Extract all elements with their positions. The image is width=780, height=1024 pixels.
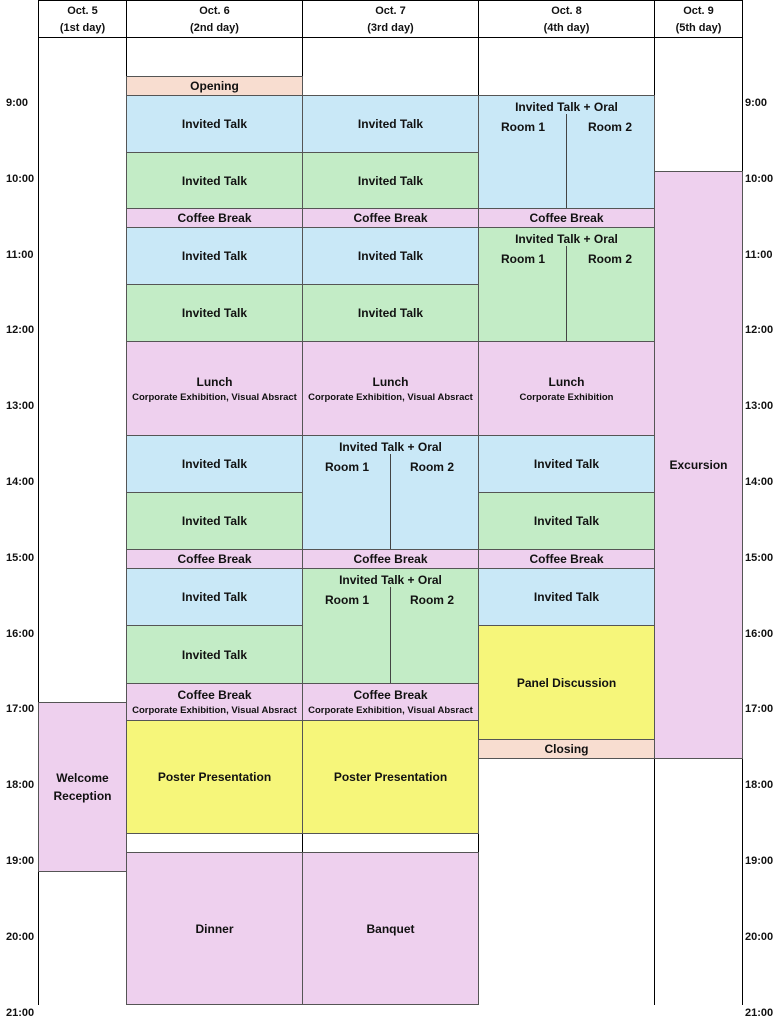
session-title: Invited Talk — [181, 249, 248, 263]
session-invited-talk-oral — [478, 227, 655, 342]
session-title: Invited Talk — [181, 117, 248, 131]
session-subtitle: Corporate Exhibition — [519, 391, 614, 403]
session-title: Lunch — [548, 374, 585, 389]
session-title: Coffee Break — [177, 688, 252, 702]
session-coffee-break — [302, 683, 479, 721]
room-2-label: Room 2 — [587, 252, 632, 266]
session-lunch — [302, 341, 479, 436]
session-closing — [478, 739, 655, 759]
day-label: (3rd day) — [367, 22, 414, 34]
session-title: Banquet — [366, 921, 415, 936]
room-2-label: Room 2 — [409, 593, 454, 607]
room-divider — [390, 587, 391, 683]
session-title: Invited Talk — [357, 117, 424, 131]
session-invited-talk-oral — [302, 435, 479, 550]
session-invited-talk — [302, 152, 479, 209]
day-header-oct8 — [478, 0, 655, 38]
session-title: Opening — [190, 79, 239, 93]
time-label-right: 13:00 — [745, 400, 774, 412]
session-title: Poster Presentation — [157, 770, 272, 784]
session-title: Invited Talk — [181, 173, 248, 188]
session-title: Coffee Break — [529, 552, 604, 566]
session-poster-presentation — [126, 720, 303, 834]
session-opening — [126, 76, 303, 96]
session-welcome-reception — [38, 702, 127, 872]
session-invited-talk — [126, 152, 303, 209]
session-invited-talk — [302, 284, 479, 342]
session-title: Coffee Break — [353, 552, 428, 566]
time-label-right: 9:00 — [745, 97, 768, 109]
time-label-left: 12:00 — [6, 324, 35, 336]
time-label-right: 14:00 — [745, 476, 774, 488]
room-divider — [566, 114, 567, 208]
day-date: Oct. 8 — [551, 5, 582, 17]
day-date: Oct. 9 — [683, 5, 714, 17]
time-label-left: 11:00 — [6, 249, 34, 261]
room-divider — [566, 246, 567, 341]
session-title: Coffee Break — [177, 552, 252, 566]
session-invited-talk-oral — [478, 95, 655, 209]
session-invited-talk — [126, 568, 303, 626]
session-coffee-break — [478, 208, 655, 228]
session-title: Lunch — [196, 374, 233, 389]
session-title: Lunch — [372, 374, 409, 389]
session-subtitle: Corporate Exhibition, Visual Absract — [132, 391, 297, 403]
session-invited-talk — [302, 95, 479, 153]
session-invited-talk — [126, 492, 303, 550]
room-2-label: Room 2 — [409, 460, 454, 474]
session-invited-talk — [478, 492, 655, 550]
session-invited-talk — [126, 227, 303, 285]
session-title: Invited Talk — [181, 457, 248, 471]
time-label-left: 15:00 — [6, 552, 35, 564]
session-subtitle: Corporate Exhibition, Visual Absract — [308, 705, 473, 716]
session-lunch — [126, 341, 303, 436]
session-title: Invited Talk + Oral — [339, 440, 442, 454]
room-1-label: Room 1 — [325, 460, 370, 474]
time-label-right: 16:00 — [745, 628, 774, 640]
time-label-left: 13:00 — [6, 400, 35, 412]
room-1-label: Room 1 — [501, 252, 546, 266]
session-subtitle: Corporate Exhibition, Visual Absract — [132, 705, 297, 716]
time-label-right: 11:00 — [745, 249, 773, 261]
day-header-oct5 — [38, 0, 127, 38]
day-date: Oct. 7 — [375, 5, 406, 17]
session-panel-discussion — [478, 625, 655, 740]
session-title: Coffee Break — [177, 211, 252, 225]
day-header-oct9 — [654, 0, 743, 38]
room-1-label: Room 1 — [325, 593, 370, 607]
session-invited-talk-oral — [302, 568, 479, 684]
room-divider — [390, 454, 391, 549]
day-label: (5th day) — [675, 22, 722, 34]
session-title: Invited Talk — [181, 514, 248, 528]
session-title: Invited Talk + Oral — [515, 232, 618, 246]
room-1-label: Room 1 — [501, 120, 546, 134]
session-coffee-break — [302, 549, 479, 569]
time-label-right: 17:00 — [745, 703, 774, 715]
day-label: (2nd day) — [190, 22, 239, 34]
session-invited-talk — [478, 435, 655, 493]
time-label-left: 16:00 — [6, 628, 35, 640]
day-header-oct6 — [126, 0, 303, 38]
session-title: Coffee Break — [353, 688, 428, 702]
session-title: Invited Talk — [357, 173, 424, 188]
time-label-left: 9:00 — [6, 97, 29, 109]
time-label-left: 10:00 — [6, 173, 35, 185]
session-title: Invited Talk — [357, 306, 424, 320]
day-label: (4th day) — [543, 22, 590, 34]
time-label-left: 21:00 — [6, 1007, 35, 1019]
time-label-left: 19:00 — [6, 855, 35, 867]
session-dinner — [126, 852, 303, 1005]
session-title: Coffee Break — [353, 211, 428, 225]
session-invited-talk — [126, 95, 303, 153]
session-coffee-break — [126, 683, 303, 721]
time-label-left: 17:00 — [6, 703, 35, 715]
time-label-left: 14:00 — [6, 476, 35, 488]
room-2-label: Room 2 — [587, 120, 632, 134]
session-invited-talk — [126, 284, 303, 342]
time-label-left: 18:00 — [6, 779, 35, 791]
time-label-left: 20:00 — [6, 931, 35, 943]
session-title: Invited Talk — [533, 514, 600, 528]
day-date: Oct. 5 — [67, 5, 98, 17]
time-label-right: 19:00 — [745, 855, 774, 867]
session-invited-talk — [478, 568, 655, 626]
session-title: Coffee Break — [529, 211, 604, 225]
session-coffee-break — [478, 549, 655, 569]
session-invited-talk — [126, 435, 303, 493]
time-label-right: 20:00 — [745, 931, 774, 943]
session-title: Closing — [544, 742, 589, 756]
day-date: Oct. 6 — [199, 5, 230, 17]
session-title: Poster Presentation — [333, 770, 448, 784]
session-title: Invited Talk + Oral — [515, 100, 618, 114]
session-coffee-break — [126, 549, 303, 569]
session-coffee-break — [302, 208, 479, 228]
session-title: Panel Discussion — [516, 675, 617, 690]
session-coffee-break — [126, 208, 303, 228]
session-lunch — [478, 341, 655, 436]
session-title: Invited Talk — [181, 647, 248, 662]
time-label-right: 18:00 — [745, 779, 774, 791]
session-subtitle: Corporate Exhibition, Visual Absract — [308, 391, 473, 403]
session-excursion — [654, 171, 743, 759]
session-title: Excursion — [669, 458, 728, 472]
session-title: Invited Talk — [533, 457, 600, 471]
session-title: Welcome Reception — [53, 771, 112, 803]
session-title: Invited Talk — [357, 249, 424, 263]
session-banquet — [302, 852, 479, 1005]
time-label-right: 10:00 — [745, 173, 774, 185]
time-label-right: 15:00 — [745, 552, 774, 564]
session-title: Invited Talk — [181, 590, 248, 604]
time-label-right: 21:00 — [745, 1007, 774, 1019]
session-title: Invited Talk + Oral — [339, 573, 442, 587]
time-label-right: 12:00 — [745, 324, 774, 336]
session-poster-presentation — [302, 720, 479, 834]
session-title: Dinner — [195, 921, 234, 936]
day-label: (1st day) — [59, 22, 106, 34]
session-title: Invited Talk — [181, 306, 248, 320]
session-invited-talk — [302, 227, 479, 285]
session-title: Invited Talk — [533, 590, 600, 604]
day-header-oct7 — [302, 0, 479, 38]
session-invited-talk — [126, 625, 303, 684]
